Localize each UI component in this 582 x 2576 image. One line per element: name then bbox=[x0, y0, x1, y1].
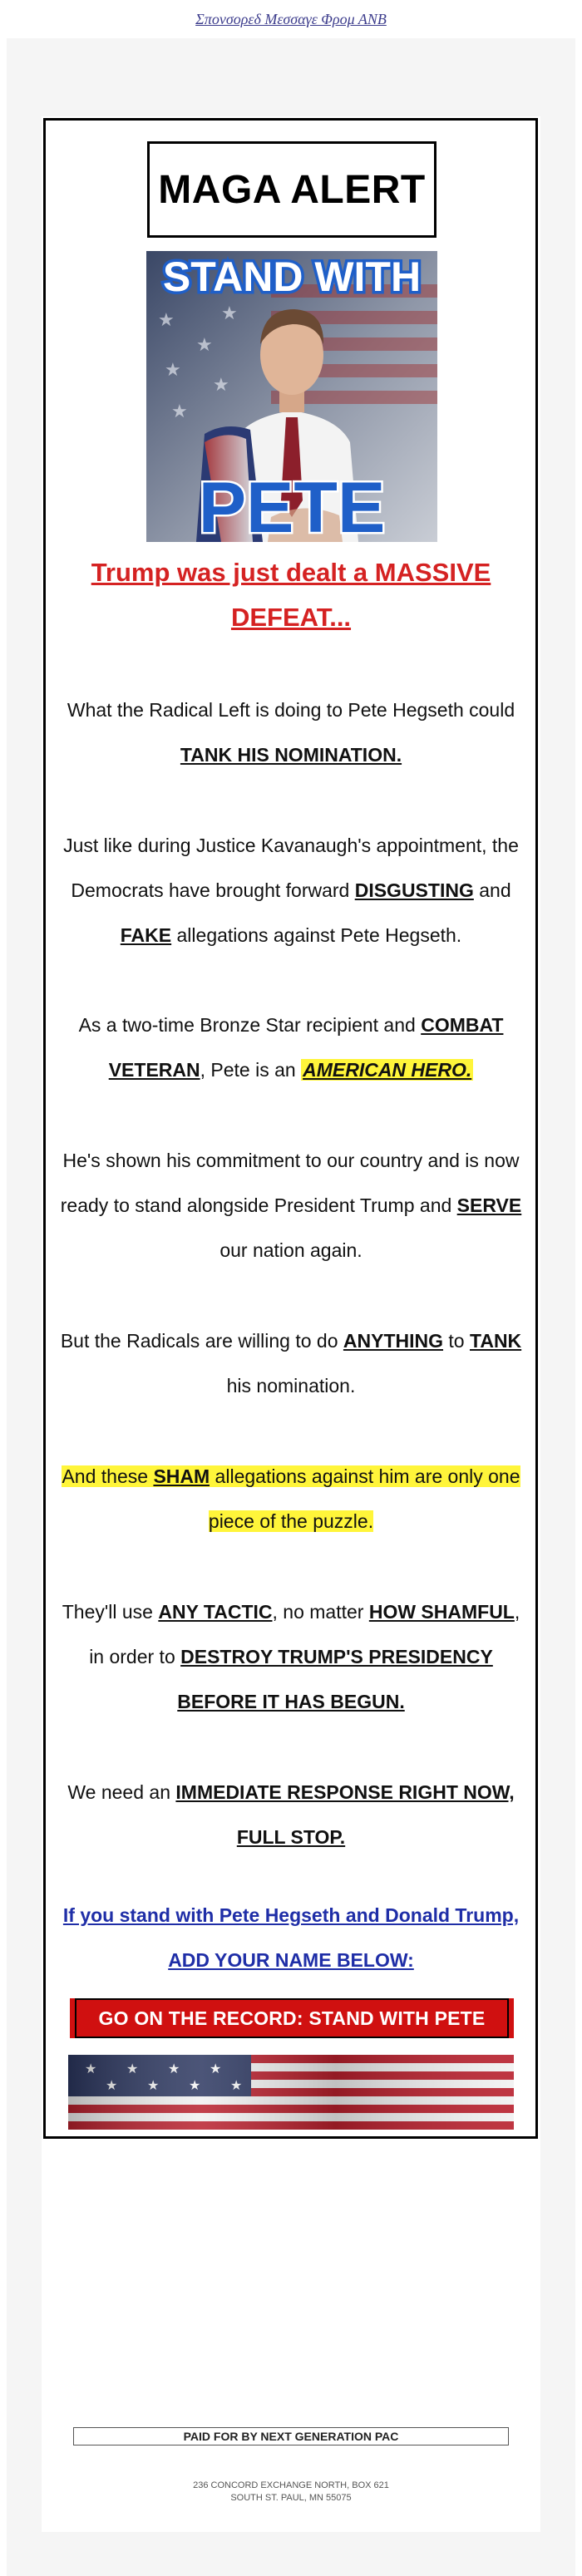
paragraph-5 bbox=[58, 1318, 524, 1408]
svg-text:★: ★ bbox=[158, 310, 175, 331]
p5-bold-1: ANYTHING bbox=[343, 1330, 444, 1352]
paragraph-4 bbox=[58, 1138, 524, 1273]
paid-for-disclaimer: PAID FOR BY NEXT GENERATION PAC bbox=[73, 2427, 509, 2445]
paragraph-7 bbox=[58, 1589, 524, 1724]
p2-bold-2: FAKE bbox=[120, 924, 172, 946]
p7-text-a: They'll use bbox=[62, 1601, 159, 1623]
stand-with-pete-image[interactable] bbox=[146, 251, 437, 542]
p5-bold-2: TANK bbox=[470, 1330, 522, 1352]
headline: Trump was just dealt a MASSIVE DEFEAT... bbox=[91, 558, 491, 632]
image-bottom-text: PETE bbox=[198, 468, 386, 542]
p2-bold-1: DISGUSTING bbox=[354, 879, 474, 901]
p1-bold: TANK HIS NOMINATION. bbox=[180, 744, 402, 766]
p3-text-c: , Pete is an bbox=[200, 1059, 302, 1081]
address-line-1: 236 CONCORD EXCHANGE NORTH, BOX 621 bbox=[193, 2480, 389, 2490]
p7-bold-3: DESTROY TRUMP'S PRESIDENCY BEFORE IT HAS BEGUN. bbox=[177, 1646, 493, 1712]
p6-text-c: allegations against him are only one piece of the puzzle. bbox=[208, 1465, 520, 1532]
sponsor-label[interactable]: Σπονσορεδ Μεσσαγε Φρομ ΑΝΒ bbox=[195, 10, 387, 27]
p3-text-a: As a two-time Bronze Star recipient and bbox=[78, 1014, 422, 1036]
p8-bold: IMMEDIATE RESPONSE RIGHT NOW, FULL STOP. bbox=[175, 1781, 515, 1848]
p7-text-d: , in order to bbox=[89, 1601, 520, 1667]
p6-text-a: And these bbox=[62, 1465, 154, 1487]
svg-text:★: ★ bbox=[196, 335, 213, 356]
p5-text-c: to bbox=[443, 1330, 470, 1352]
maga-alert-title: MAGA ALERT bbox=[147, 141, 436, 238]
paragraph-8 bbox=[58, 1770, 524, 1859]
p2-text-c: and bbox=[473, 879, 511, 901]
address-line-2: SOUTH ST. PAUL, MN 55075 bbox=[230, 2493, 352, 2503]
p3-hero-highlight: AMERICAN HERO. bbox=[303, 1059, 472, 1081]
mailing-address bbox=[42, 2480, 540, 2505]
paragraph-2 bbox=[58, 823, 524, 958]
p2-text-d: allegations against Pete Hegseth. bbox=[171, 924, 462, 946]
p4-bold: SERVE bbox=[456, 1194, 522, 1216]
american-flag-banner[interactable] bbox=[68, 2055, 514, 2130]
add-your-name-link[interactable]: If you stand with Pete Hegseth and Donald Trump, ADD YOUR NAME BELOW: bbox=[62, 1904, 520, 1971]
svg-text:★: ★ bbox=[165, 360, 181, 381]
image-top-text: STAND WITH bbox=[162, 254, 422, 300]
stand-with-pete-button[interactable]: GO ON THE RECORD: STAND WITH PETE bbox=[75, 1998, 509, 2038]
paragraph-6 bbox=[58, 1454, 524, 1544]
paragraph-1 bbox=[58, 687, 524, 777]
p7-text-c: , no matter bbox=[272, 1601, 369, 1623]
p5-text-a: But the Radicals are willing to do bbox=[60, 1330, 343, 1352]
p4-text-c: our nation again. bbox=[219, 1239, 363, 1261]
p4-text-a: He's shown his commitment to our country and is now ready to stand alongside President Trump and bbox=[60, 1150, 520, 1216]
p7-bold-1: ANY TACTIC bbox=[158, 1601, 273, 1623]
svg-text:★: ★ bbox=[171, 401, 188, 422]
p6-bold: SHAM bbox=[153, 1465, 210, 1487]
p2-text-a: Just like during Justice Kavanaugh's appointment, the Democrats have brought forward bbox=[63, 835, 519, 901]
p8-text-a: We need an bbox=[67, 1781, 176, 1803]
p3-bold-1: COMBAT VETERAN bbox=[108, 1014, 504, 1081]
svg-text:★: ★ bbox=[221, 303, 238, 324]
p5-text-d: his nomination. bbox=[226, 1375, 356, 1396]
p1-text: What the Radical Left is doing to Pete Hegseth could bbox=[67, 699, 515, 721]
paragraph-3 bbox=[58, 1002, 524, 1092]
svg-text:★: ★ bbox=[213, 375, 229, 396]
p7-bold-2: HOW SHAMFUL bbox=[368, 1601, 515, 1623]
